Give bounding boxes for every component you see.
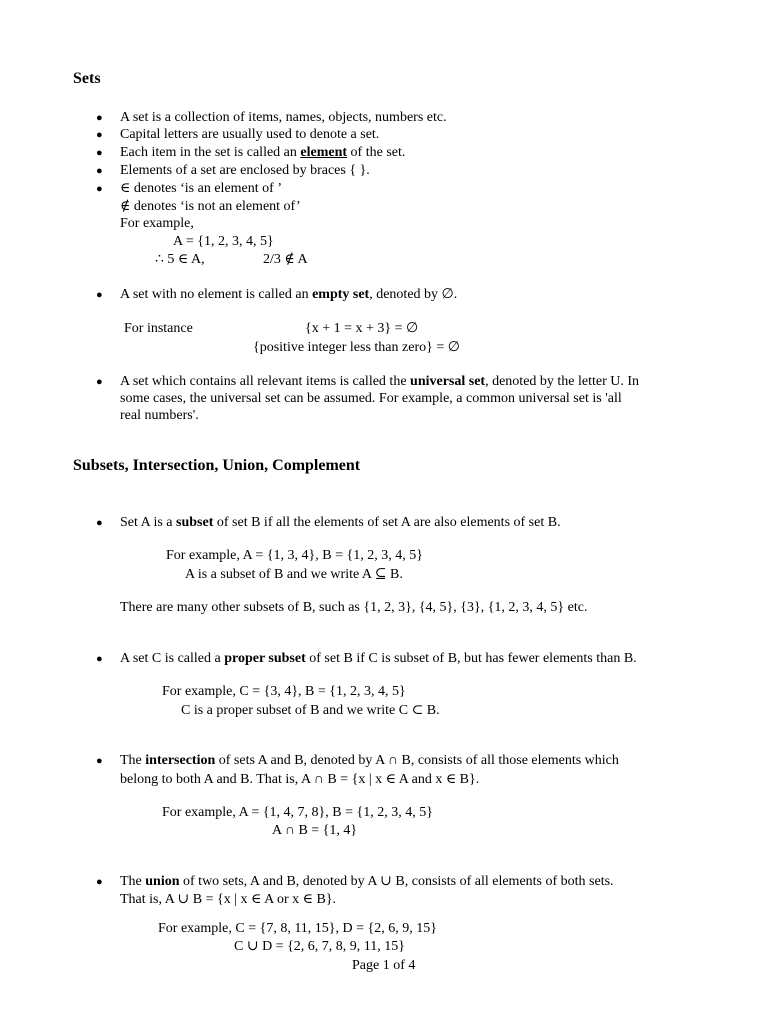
bullet-icon: ● bbox=[96, 129, 103, 141]
term-subset: subset bbox=[176, 515, 214, 530]
union-example-1: For example, C = {7, 8, 11, 15}, D = {2, 6, 9, 15} bbox=[158, 921, 437, 936]
intersection-example-1: For example, A = {1, 4, 7, 8}, B = {1, 2, 3, 4, 5} bbox=[162, 805, 433, 820]
example-membership: ∴ 5 ∈ A, bbox=[155, 252, 205, 267]
term-proper-subset: proper subset bbox=[224, 651, 306, 666]
bullet-icon: ● bbox=[96, 112, 103, 124]
subset-example-2: A is a subset of B and we write A ⊆ B. bbox=[185, 567, 403, 582]
intersection-definition: The intersection of sets A and B, denoted by A ∩ B, consists of all those elements which bbox=[120, 753, 619, 768]
sets-bullet-3: Each item in the set is called an element of the set. bbox=[120, 145, 406, 160]
universal-set-line-1: A set which contains all relevant items is called the universal set, denoted by the letter U. In bbox=[120, 374, 640, 389]
for-instance-label: For instance bbox=[124, 321, 193, 336]
not-element-of-line: ∉ denotes ‘is not an element of’ bbox=[120, 199, 301, 214]
universal-set-line-3: real numbers'. bbox=[120, 408, 199, 423]
term-empty-set: empty set bbox=[312, 287, 370, 302]
heading-sets: Sets bbox=[73, 70, 101, 87]
bullet-icon: ● bbox=[96, 876, 103, 888]
term-element: element bbox=[300, 145, 348, 160]
element-of-line: ∈ denotes ‘is an element of ’ bbox=[120, 181, 282, 196]
term-union: union bbox=[145, 874, 180, 889]
subset-definition: Set A is a subset of set B if all the elements of set A are also elements of set B. bbox=[120, 515, 561, 530]
empty-example-1: {x + 1 = x + 3} = ∅ bbox=[305, 321, 419, 336]
bullet-icon: ● bbox=[96, 653, 103, 665]
sets-bullet-4: Elements of a set are enclosed by braces { }. bbox=[120, 163, 370, 178]
bullet-icon: ● bbox=[96, 165, 103, 177]
page-number: Page 1 of 4 bbox=[352, 958, 416, 973]
heading-subsets: Subsets, Intersection, Union, Complement bbox=[73, 457, 361, 474]
bullet-icon: ● bbox=[96, 183, 103, 195]
intersection-example-2: A ∩ B = {1, 4} bbox=[272, 823, 358, 838]
proper-subset-definition: A set C is called a proper subset of set B if C is subset of B, but has fewer elements than B. bbox=[120, 651, 637, 666]
term-universal-set: universal set bbox=[410, 374, 486, 389]
term-intersection: intersection bbox=[145, 753, 216, 768]
empty-example-2: {positive integer less than zero} = ∅ bbox=[253, 340, 460, 355]
proper-subset-example-2: C is a proper subset of B and we write C ⊂ B. bbox=[181, 703, 440, 718]
subset-example-1: For example, A = {1, 3, 4}, B = {1, 2, 3, 4, 5} bbox=[166, 548, 423, 563]
sets-bullet-1: A set is a collection of items, names, objects, numbers etc. bbox=[120, 110, 447, 125]
sets-bullet-2: Capital letters are usually used to denote a set. bbox=[120, 127, 380, 142]
union-example-2: C ∪ D = {2, 6, 7, 8, 9, 11, 15} bbox=[234, 939, 405, 954]
bullet-icon: ● bbox=[96, 376, 103, 388]
subset-note: There are many other subsets of B, such as {1, 2, 3}, {4, 5}, {3}, {1, 2, 3, 4, 5} etc. bbox=[120, 600, 588, 615]
union-definition: The union of two sets, A and B, denoted by A ∪ B, consists of all elements of both sets. bbox=[120, 874, 614, 889]
empty-set-bullet: A set with no element is called an empty set, denoted by ∅. bbox=[120, 287, 458, 302]
intersection-line-2: belong to both A and B. That is, A ∩ B = {x | x ∈ A and x ∈ B}. bbox=[120, 772, 480, 787]
example-set-a: A = {1, 2, 3, 4, 5} bbox=[173, 234, 274, 249]
union-line-2: That is, A ∪ B = {x | x ∈ A or x ∈ B}. bbox=[120, 892, 337, 907]
example-label: For example, bbox=[120, 216, 194, 231]
bullet-icon: ● bbox=[96, 755, 103, 767]
universal-set-line-2: some cases, the universal set can be assumed. For example, a common universal set is 'all bbox=[120, 391, 622, 406]
example-non-membership: 2/3 ∉ A bbox=[263, 252, 308, 267]
bullet-icon: ● bbox=[96, 147, 103, 159]
bullet-icon: ● bbox=[96, 517, 103, 529]
bullet-icon: ● bbox=[96, 289, 103, 301]
proper-subset-example-1: For example, C = {3, 4}, B = {1, 2, 3, 4, 5} bbox=[162, 684, 406, 699]
